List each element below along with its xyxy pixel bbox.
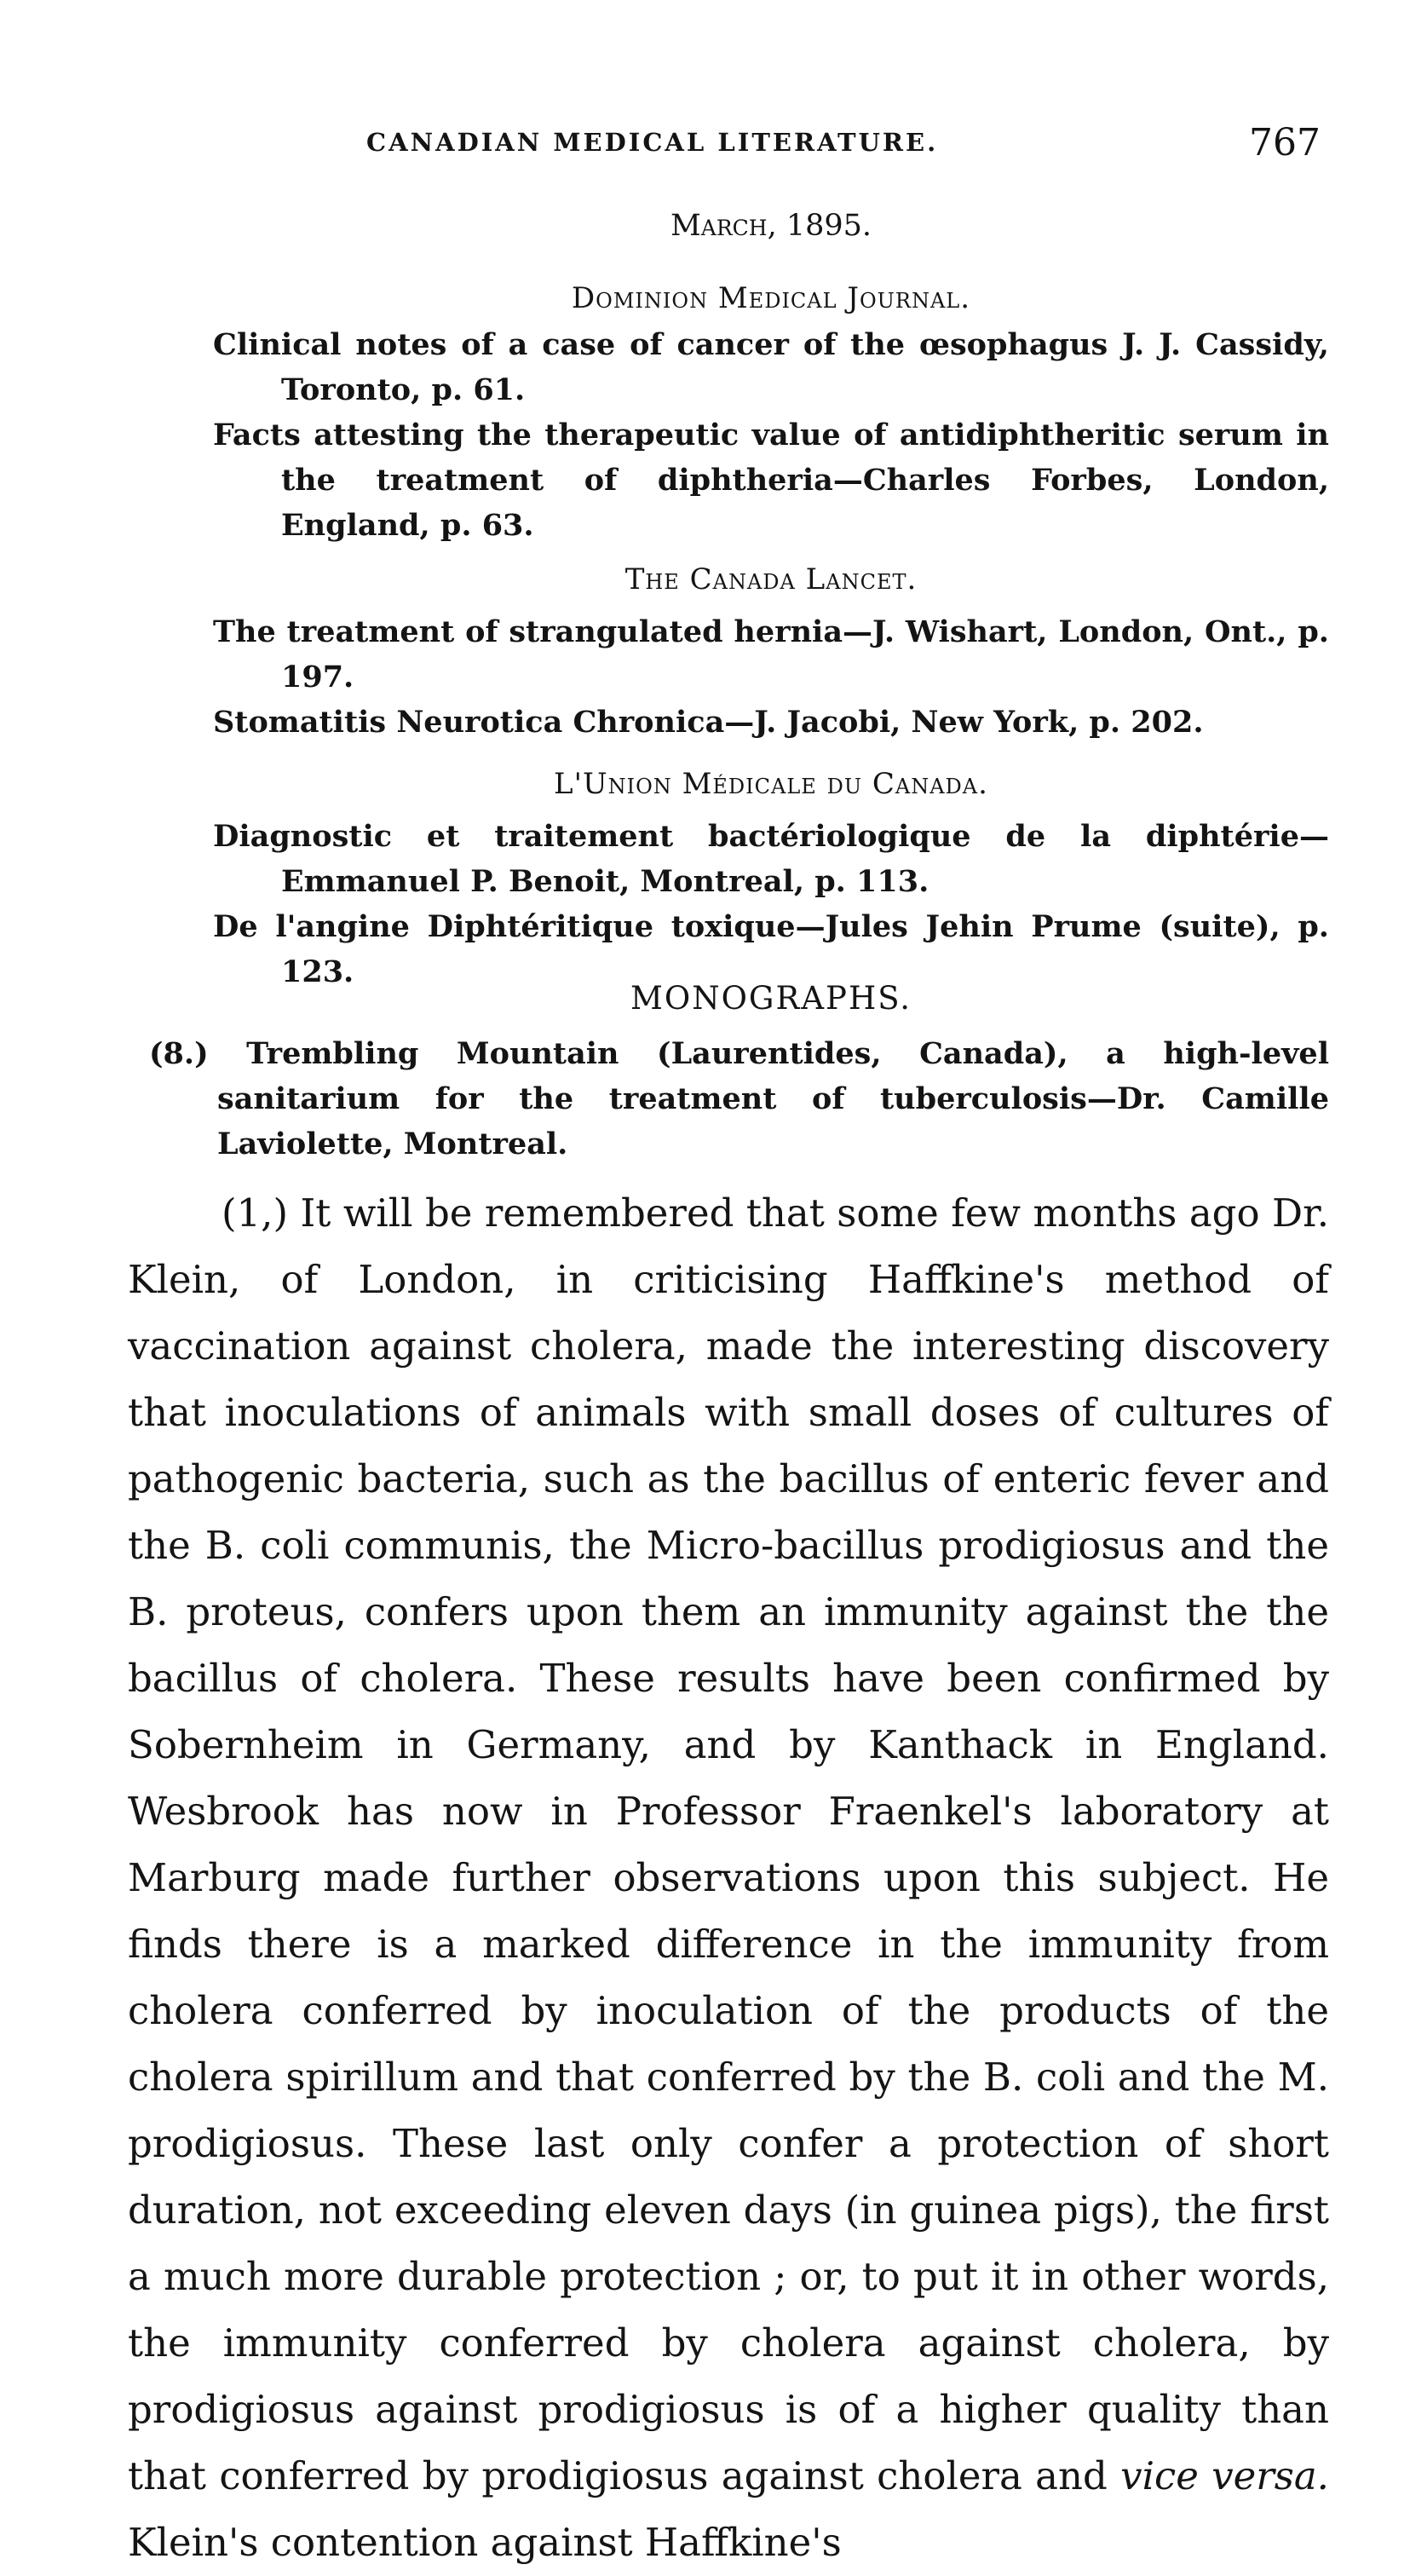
entry-list (213, 814, 1329, 994)
list-item: Facts attesting the therapeutic value of antidiphtheritic serum in the treatment of diphtheria—Charles Forbes, London, England, p. 63. (213, 418, 1329, 543)
italic-phrase: vice versa. (1120, 2453, 1329, 2498)
paragraph-tail: Klein's contention against Haffkine's (128, 2520, 842, 2565)
journal-heading: L'Union Médicale du Canada. (554, 767, 988, 801)
monographs-heading: MONOGRAPHS. (630, 980, 912, 1017)
running-head (213, 121, 1329, 172)
list-item: De l'angine Diphtéritique toxique—Jules Jehin Prume (suite), p. 123. (213, 909, 1329, 989)
page-number: 767 (1249, 121, 1321, 164)
list-item: Stomatitis Neurotica Chronica—J. Jacobi, New York, p. 202. (213, 705, 1204, 740)
entry-list (213, 609, 1329, 745)
journal-heading: The Canada Lancet. (624, 562, 918, 596)
running-title: CANADIAN MEDICAL LITERATURE. (366, 128, 939, 157)
entry-list (213, 322, 1329, 548)
list-item: Clinical notes of a case of cancer of the œsophagus J. J. Cassidy, Toronto, p. 61. (213, 327, 1329, 407)
body-paragraph (128, 1180, 1329, 2576)
monograph-entry: (8.) Trembling Mountain (Laurentides, Canada), a high-level sanitarium for the treatment of tuberculosis—Dr. Camille Laviolette, Montreal. (149, 1036, 1329, 1161)
paragraph-text: (1,) It will be remembered that some few months ago Dr. Klein, of London, in criticising Haffkine's method of vaccination against cholera, made the interesting discovery that inoculations of animals with small doses of cultures of pathogenic bacteria, such as the bacillus of enteric fever and the B. coli communis, the Micro-bacillus prodigiosus and the B. proteus, confers upon them an immunity against the the bacillus of cholera. These results have been confirmed by Sobernheim in Germany, and by Kanthack in England. Wesbrook has now in Professor Fraenkel's laboratory at Marburg made further observations upon this subject. He finds there is a marked difference in the immunity from cholera conferred by inoculation of the products of the cholera spirillum and that conferred by the B. coli and the M. prodigiosus. These last only confer a protection of short duration, not exceeding eleven days (in guinea pigs), the first a much more durable protection ; or, to put it in other words, the immunity conferred by cholera against cholera, by prodigiosus against prodigiosus is of a higher quality than that conferred by prodigiosus against cholera and (128, 1190, 1329, 2498)
date-heading: March, 1895. (670, 209, 872, 243)
list-item: Diagnostic et traitement bactériologique de la diphtérie—Emmanuel P. Benoit, Montreal, p. 113. (213, 819, 1329, 899)
journal-heading: Dominion Medical Journal. (571, 281, 971, 315)
list-item: The treatment of strangulated hernia—J. Wishart, London, Ont., p. 197. (213, 614, 1329, 694)
